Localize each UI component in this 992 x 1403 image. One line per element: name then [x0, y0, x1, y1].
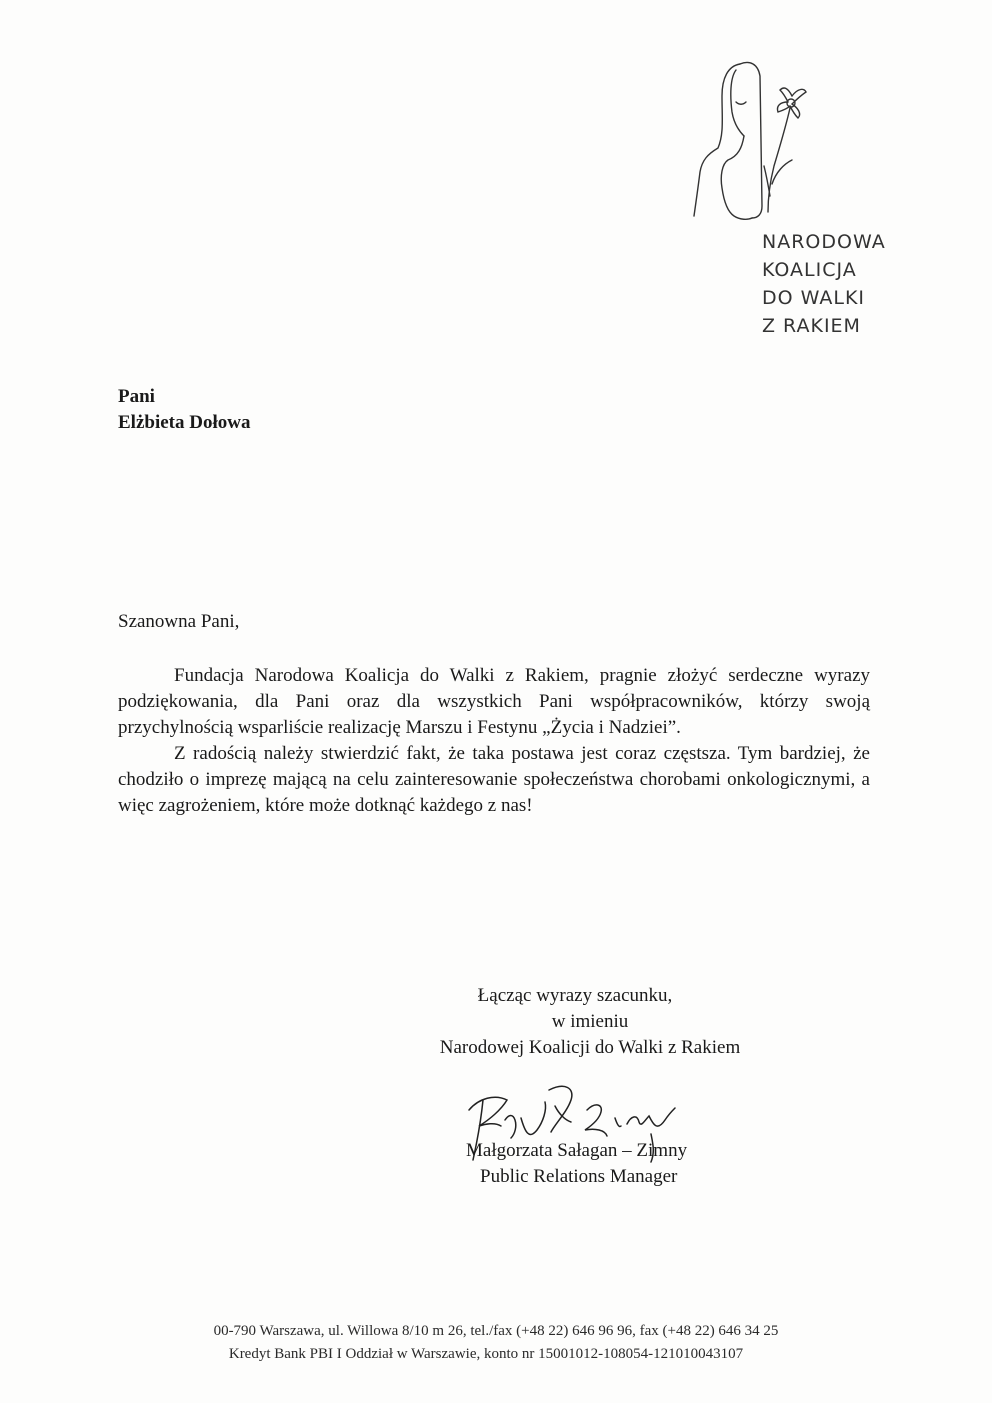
letter-body: [118, 663, 870, 819]
salutation: Szanowna Pani,: [118, 611, 240, 632]
recipient-title: Pani: [118, 386, 155, 407]
signer-block: [466, 1138, 687, 1190]
signer-name: Małgorzata Sałagan – Zimny: [466, 1140, 688, 1161]
signer-title: Public Relations Manager: [480, 1166, 678, 1187]
letterhead-footer: [0, 1320, 992, 1366]
org-name-line: DO WALKI: [762, 287, 866, 309]
org-name-line: KOALICJA: [762, 259, 857, 281]
footer-bank: Kredyt Bank PBI I Oddział w Warszawie, konto nr 15001012-108054-121010043107: [228, 1346, 744, 1362]
recipient-block: [118, 384, 250, 436]
closing-line: w imieniu: [551, 1011, 629, 1032]
organization-name: [762, 228, 886, 340]
woman-with-daffodil-logo-icon: [688, 56, 818, 221]
org-name-line: NARODOWA: [762, 231, 886, 253]
body-paragraph: Z radością należy stwierdzić fakt, że taka postawa jest coraz częstsza. Tym bardziej, że chodziło o imprezę mającą na celu zainteresowanie społeczeństwa chorobami onkologicznymi, a więc zagrożeniem, które może dotknąć każdego z nas!: [118, 743, 870, 816]
closing-line: Narodowej Koalicji do Walki z Rakiem: [439, 1037, 741, 1058]
closing-line: Łącząc wyrazy szacunku,: [477, 985, 673, 1006]
closing-block: [400, 983, 780, 1061]
recipient-name: Elżbieta Dołowa: [118, 412, 251, 433]
body-paragraph: Fundacja Narodowa Koalicja do Walki z Rakiem, pragnie złożyć serdeczne wyrazy podziękowania, dla Pani oraz dla wszystkich Pani współpracowników, którzy swoją przychylnością wsparliście realizację Marszu i Festynu „Życia i Nadziei”.: [118, 665, 870, 738]
org-name-line: Z RAKIEM: [762, 315, 861, 337]
footer-address: 00-790 Warszawa, ul. Willowa 8/10 m 26, tel./fax (+48 22) 646 96 96, fax (+48 22) 646 34 25: [213, 1323, 779, 1339]
